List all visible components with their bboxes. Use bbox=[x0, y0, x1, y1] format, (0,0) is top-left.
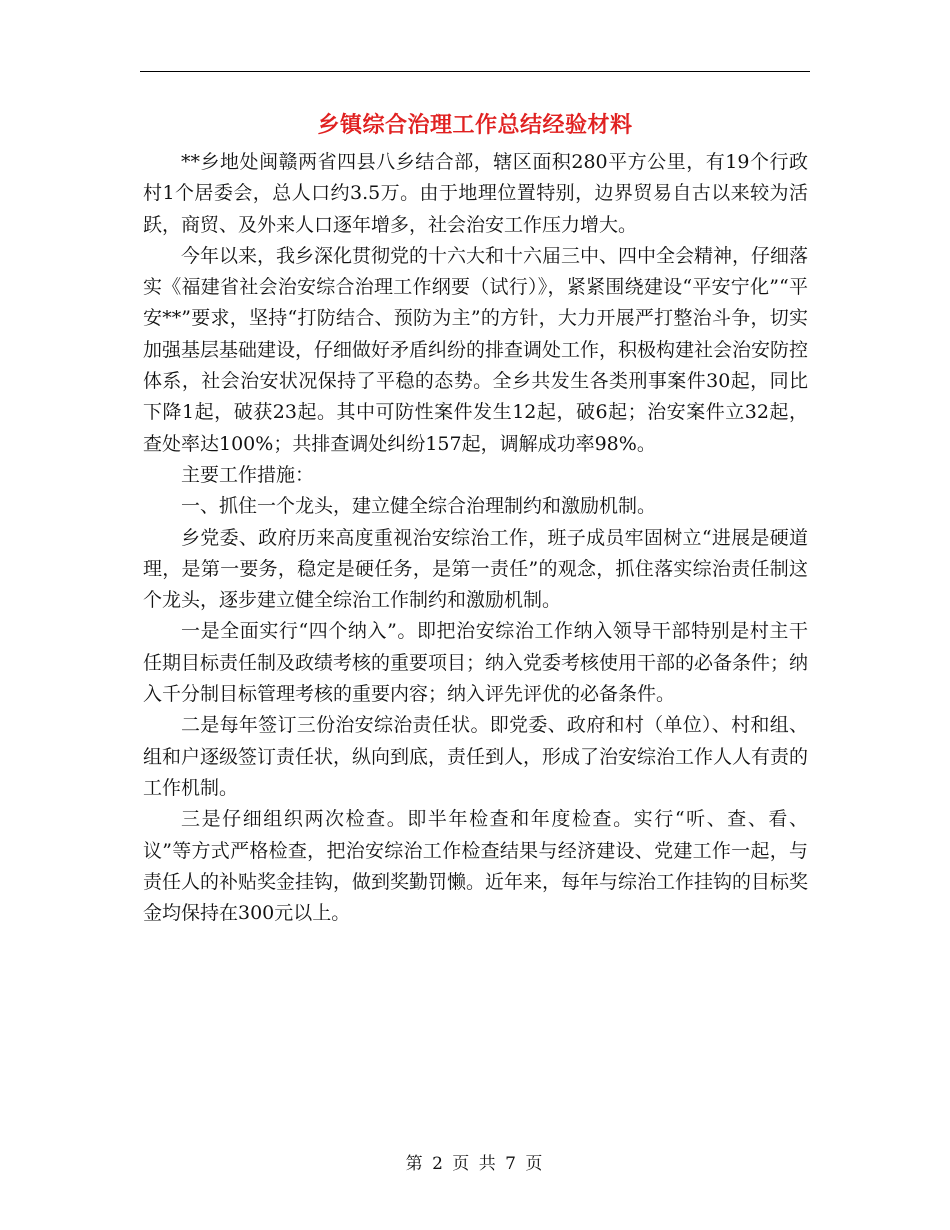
paragraph-section-one-body: 乡党委、政府历来高度重视治安综治工作，班子成员牢固树立“进展是硬道理，是第一要务，稳定是硬任务，是第一责任”的观念，抓住落实综治责任制这个龙头，逐步建立健全综治工作制约和激励机制。 bbox=[143, 526, 808, 612]
header-rule bbox=[140, 71, 810, 72]
paragraph-measures-heading: 主要工作措施： bbox=[181, 463, 315, 486]
document-title: 乡镇综合治理工作总结经验材料 bbox=[317, 112, 633, 138]
paragraph-section-one-heading: 一、抓住一个龙头，建立健全综合治理制约和激励机制。 bbox=[181, 495, 657, 518]
paragraph-two-inspections: 三是仔细组织两次检查。即半年检查和年度检查。实行“听、查、看、议”等方式严格检查，把治安综治工作检查结果与经济建设、党建工作一起，与责任人的补贴奖金挂钩，做到奖勤罚懒。近年来，每年与综治工作挂钩的目标奖金均保持在300元以上。 bbox=[143, 808, 809, 925]
document-body bbox=[143, 147, 808, 929]
paragraph-intro: **乡地处闽赣两省四县八乡结合部，辖区面积280平方公里，有19个行政村1个居委会，总人口约3.5万。由于地理位置特别，边界贸易自古以来较为活跃，商贸、及外来人口逐年增多，社会治安工作压力增大。 bbox=[143, 151, 808, 236]
page-number: 第 2 页 共 7 页 bbox=[405, 1154, 545, 1174]
paragraph-summary: 今年以来，我乡深化贯彻党的十六大和十六届三中、四中全会精神，仔细落实《福建省社会治安综合治理工作纲要（试行）》，紧紧围绕建设“平安宁化”“平安**”要求，坚持“打防结合、预防为主”的方针，大力开展严打整治斗争，切实加强基层基础建设，仔细做好矛盾纠纷的排查调处工作，积极构建社会治安防控体系，社会治安状况保持了平稳的态势。全乡共发生各类刑事案件30起，同比下降1起，破获23起。其中可防性案件发生12起，破6起；治安案件立32起，查处率达100%；共排查调处纠纷157起，调解成功率98%。 bbox=[143, 244, 809, 455]
paragraph-four-inclusions: 一是全面实行“四个纳入”。即把治安综治工作纳入领导干部特别是村主干任期目标责任制及政绩考核的重要项目；纳入党委考核使用干部的必备条件；纳入千分制目标管理考核的重要内容；纳入评先评优的必备条件。 bbox=[143, 620, 809, 706]
paragraph-three-responsibility-letters: 二是每年签订三份治安综治责任状。即党委、政府和村（单位）、村和组、组和户逐级签订责任状，纵向到底，责任到人，形成了治安综治工作人人有责的工作机制。 bbox=[143, 714, 809, 799]
